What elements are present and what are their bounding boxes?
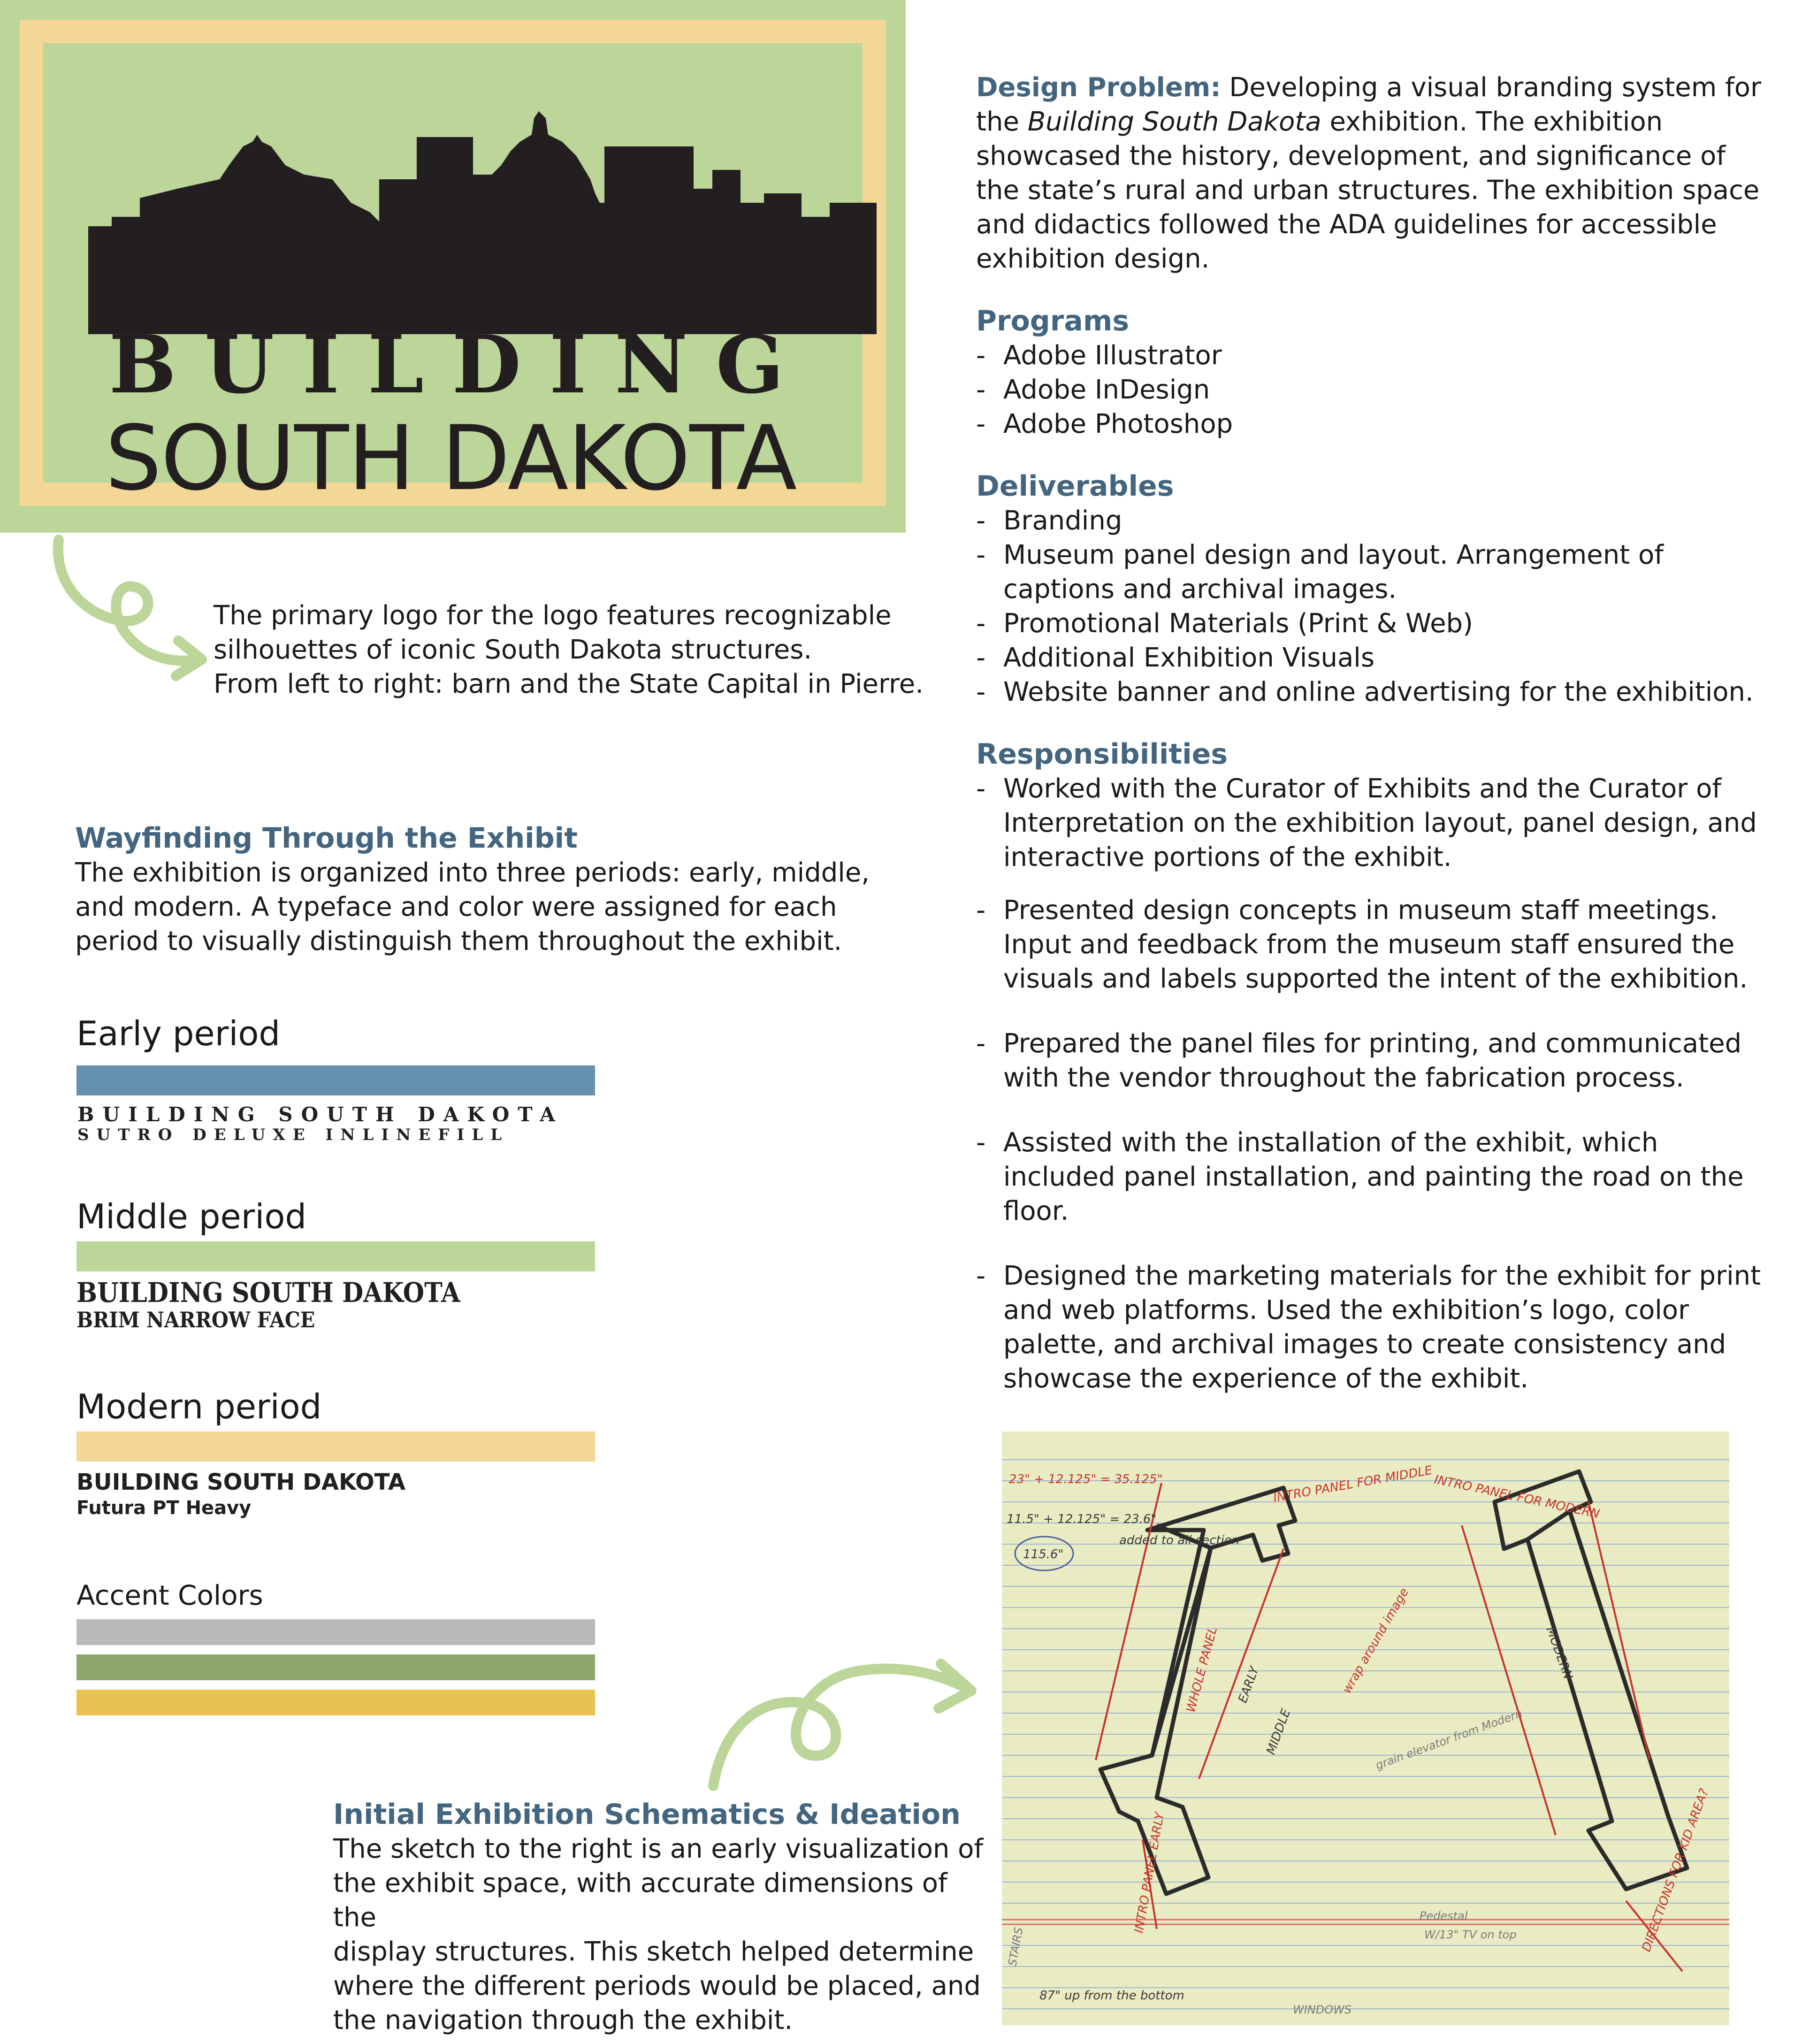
sketch-note: INTRO PANEL FOR MIDDLE xyxy=(1272,1463,1434,1505)
project-details xyxy=(976,70,1774,1415)
list-item: - Designed the marketing materials for the exhibit for print and web platforms. Used the exhibition’s logo, color palette, and archival images to create consistency and showcase the experience of the exhibit. xyxy=(976,1259,1774,1396)
list-item: - Assisted with the installation of the exhibit, which included panel installation, and painting the road on the floor. xyxy=(976,1125,1774,1228)
logo-block xyxy=(0,0,906,533)
wayfinding-heading: Wayfinding Through the Exhibit xyxy=(75,822,578,855)
modern-period-label: Modern period xyxy=(76,1387,322,1426)
sketch-note: MODERN xyxy=(1543,1625,1575,1682)
deliverables-list xyxy=(976,504,1774,709)
schematics-text-line: where the different periods would be placed, and xyxy=(333,1971,981,2001)
sketch-note: 115.6" xyxy=(1023,1547,1064,1562)
accent-color-olive-swatch xyxy=(76,1654,595,1680)
wayfinding-text-line: period to visually distinguish them throughout the exhibit. xyxy=(75,926,842,957)
list-item: - Adobe Photoshop xyxy=(976,407,1774,441)
list-item: - Presented design concepts in museum staff meetings. Input and feedback from the museum staff ensured the visuals and labels supported the intent of the exhibition. xyxy=(976,893,1774,996)
logo-caption xyxy=(214,598,927,701)
list-item: - Prepared the panel files for printing, and communicated with the vendor throughout the fabrication process. xyxy=(976,1026,1774,1095)
responsibilities-heading: Responsibilities xyxy=(976,738,1228,771)
responsibilities-list xyxy=(976,772,1774,1396)
programs-list xyxy=(976,338,1774,441)
programs-heading: Programs xyxy=(976,305,1130,337)
sketch-note: 87" up from the bottom xyxy=(1039,1989,1184,2003)
logo-border xyxy=(20,20,886,510)
sketch-note: STAIRS xyxy=(1006,1926,1026,1967)
early-font-sample: BUILDING SOUTH DAKOTA xyxy=(77,1103,564,1126)
sketch-note: grain elevator from Modern xyxy=(1374,1707,1524,1772)
list-item: - Adobe InDesign xyxy=(976,373,1774,407)
schematics-text-line: the navigation through the exhibit. xyxy=(333,2005,793,2036)
accent-color-grey-swatch xyxy=(76,1619,595,1645)
wayfinding-text-line: The exhibition is organized into three periods: early, middle, xyxy=(75,857,870,888)
deliverables-heading: Deliverables xyxy=(976,470,1174,503)
modern-font-sample: BUILDING SOUTH DAKOTA xyxy=(76,1469,405,1495)
accent-color-gold-swatch xyxy=(76,1690,595,1715)
list-item: - Museum panel design and layout. Arrangement of captions and archival images. xyxy=(976,538,1774,606)
sketch-note: MIDDLE xyxy=(1264,1707,1294,1757)
design-problem xyxy=(976,70,1774,276)
sketch-note: DIRECTIONS FOR KID AREA? xyxy=(1639,1787,1712,1954)
wayfinding-section xyxy=(75,821,882,958)
skyline-silhouette-icon xyxy=(88,109,877,334)
list-item: - Branding xyxy=(976,504,1774,538)
logo-title-building: BUILDING xyxy=(109,318,812,412)
exhibit-sketch-image xyxy=(1002,1432,1729,2025)
sketch-note: wrap around image xyxy=(1340,1585,1412,1696)
sketch-note: 23" + 12.125" = 35.125" xyxy=(1009,1472,1163,1486)
modern-font-name: Futura PT Heavy xyxy=(76,1497,252,1519)
logo-title-south-dakota: SOUTH DAKOTA xyxy=(105,406,796,510)
sketch-note: 11.5" + 12.125" = 23.6" xyxy=(1007,1512,1157,1526)
schematics-text-line: the exhibit space, with accurate dimensions of the xyxy=(333,1868,947,1933)
design-problem-text: Developing a visual branding system for the xyxy=(976,72,1762,137)
sketch-note: W/13" TV on top xyxy=(1424,1928,1517,1941)
wayfinding-text-line: and modern. A typeface and color were assigned for each xyxy=(75,892,837,922)
early-period-label: Early period xyxy=(76,1014,281,1053)
logo-panel xyxy=(43,43,863,510)
early-font-name: SUTRO DELUXE INLINEFILL xyxy=(77,1125,510,1144)
design-problem-text: exhibition. The exhibition showcased the history, development, and significance of the state’s rural and urban structures. The exhibition space and didactics followed the ADA guidelines for accessible exhibition design. xyxy=(976,107,1760,274)
list-item: - Website banner and online advertising for the exhibition. xyxy=(976,675,1774,709)
list-item: - Adobe Illustrator xyxy=(976,338,1774,373)
schematics-text-line: The sketch to the right is an early visualization of xyxy=(333,1834,984,1864)
sketch-note: Pedestal xyxy=(1420,1909,1468,1922)
accent-colors-label: Accent Colors xyxy=(76,1579,263,1611)
list-item: - Promotional Materials (Print & Web) xyxy=(976,606,1774,641)
middle-font-name: BRIM NARROW FACE xyxy=(76,1307,315,1332)
curved-arrow-icon xyxy=(49,535,209,676)
sketch-note: INTRO PANEL FOR MODERN xyxy=(1433,1472,1601,1522)
sketch-note: added to all section xyxy=(1119,1533,1240,1547)
schematics-section xyxy=(333,1798,985,2037)
modern-period-color-swatch xyxy=(76,1432,595,1462)
sketch-drawing xyxy=(1002,1432,1729,2025)
sketch-note: EARLY xyxy=(1236,1664,1262,1705)
list-item: - Additional Exhibition Visuals xyxy=(976,641,1774,675)
logo-caption-line: From left to right: barn and the State Capital in Pierre. xyxy=(214,669,924,699)
list-item: - Worked with the Curator of Exhibits and the Curator of Interpretation on the exhibition layout, panel design, and interactive portions of the exhibit. xyxy=(976,772,1774,874)
logo-caption-line: The primary logo for the logo features recognizable xyxy=(214,600,892,631)
design-problem-heading: Design Problem: xyxy=(976,72,1221,103)
schematics-text-line: display structures. This sketch helped determine xyxy=(333,1937,974,1967)
middle-period-label: Middle period xyxy=(76,1197,307,1236)
early-period-color-swatch xyxy=(76,1065,595,1095)
sketch-note: WINDOWS xyxy=(1293,2003,1352,2016)
sketch-note: INTRO PANEL EARLY xyxy=(1132,1811,1168,1935)
curved-arrow-icon xyxy=(704,1652,985,1793)
sketch-note: WHOLE PANEL xyxy=(1184,1625,1221,1714)
exhibition-title: Building South Dakota xyxy=(1027,107,1321,137)
logo-caption-line: silhouettes of iconic South Dakota structures. xyxy=(214,635,812,665)
schematics-heading: Initial Exhibition Schematics & Ideation xyxy=(333,1798,961,1831)
middle-font-sample: BUILDING SOUTH DAKOTA xyxy=(76,1277,460,1309)
middle-period-color-swatch xyxy=(76,1241,595,1271)
